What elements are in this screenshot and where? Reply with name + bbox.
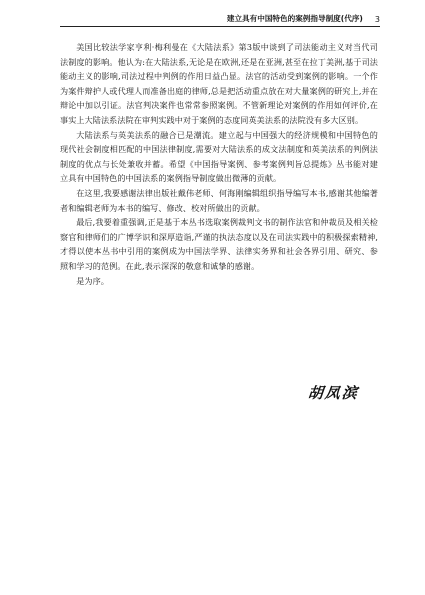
paragraph-acknowledgement: 最后,我要着重强调,正是基于本丛书选取案例裁判文书的制作法官和仲裁员及相关检察官和律师们的广博学识和深厚造诣,严谨的执法态度以及在司法实践中的积极探索精神,才得以使本丛书中引用的案例成为中国法学界、法律实务界和社会各界引用、研究、参照和学习的范例。在此,表示深深的敬意和诚挚的感谢。	[60, 217, 378, 271]
paragraph-closing: 是为序。	[76, 275, 109, 286]
header-title: 建立具有中国特色的案例指导制度(代序)	[226, 14, 363, 23]
preface-body	[60, 40, 378, 288]
running-header	[60, 11, 380, 27]
page-number: 3	[374, 15, 380, 24]
paragraph-convergence: 大陆法系与英美法系的融合已是潮流。建立起与中国强大的经济规模和中国特色的现代社会制度相匹配的中国法律制度,需要对大陆法系的成文法制度和英美法系的判例法制度的优点与长处兼收并蓄。希望《中国指导案例、参考案例判旨总提炼》丛书能对建立具有中国特色的中国法系的案例指导制度做出微薄的贡献。	[60, 129, 378, 184]
paragraph-thanks-publisher: 在这里,我要感谢法律出版社戴伟老师、何海刚编辑组织指导编写本书,感谢其他编著者和编辑老师为本书的编写、修改、校对所做出的贡献。	[60, 187, 378, 213]
paragraph-merryman: 美国比较法学家亨利·梅利曼在《大陆法系》第3版中谈到了司法能动主义对当代司法制度的影响。他认为:在大陆法系,无论是在欧洲,还是在亚洲,甚至在拉丁美洲,基于司法能动主义的影响,司法过程中判例的作用日益凸显。法官的活动受到案例的影响。一个作为案件辩护人或代理人而准备出庭的律师,总是把活动重点放在对大量案例的研究上,并在辩论中加以引证。法官判决案件也常常参照案例。不管新理论对案例的作用如何评价,在事实上大陆法系法院在审判实践中对于案例的态度同英美法系的法院没有多大区别。	[60, 42, 378, 125]
author-signature: 胡凤滨	[306, 384, 360, 402]
